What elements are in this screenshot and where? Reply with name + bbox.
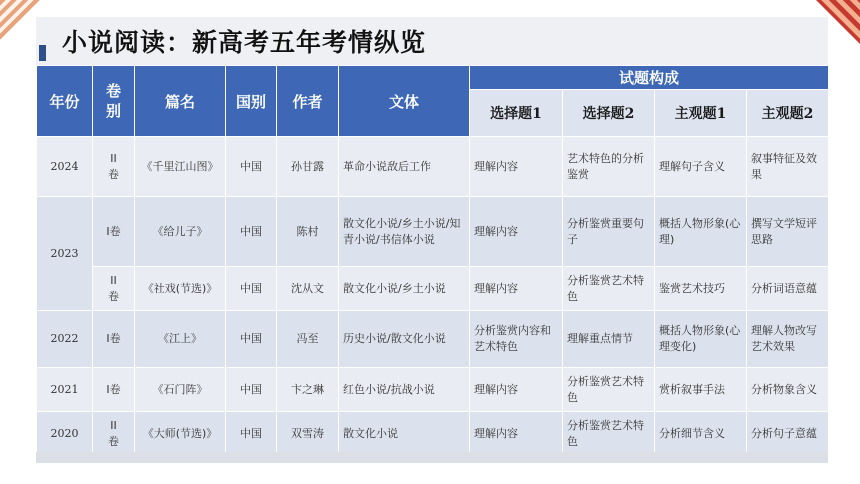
- cell-choice-2: 分析鉴赏艺术特色: [563, 412, 655, 457]
- cell-choice-1: 理解内容: [470, 412, 563, 457]
- header-volume: 卷别: [93, 66, 135, 137]
- cell-piece: 《大师(节选)》: [135, 412, 226, 457]
- cell-year: 2023: [37, 197, 93, 311]
- cell-country: 中国: [226, 412, 277, 457]
- panel-footer-strip: [36, 452, 828, 463]
- cell-piece: 《江上》: [135, 311, 226, 368]
- cell-piece: 《社戏(节选)》: [135, 267, 226, 311]
- cell-volume: I卷: [93, 197, 135, 267]
- table-row: [37, 137, 829, 197]
- cell-country: 中国: [226, 368, 277, 412]
- cell-genre: 革命小说敌后工作: [339, 137, 470, 197]
- cell-subjective-2: 撰写文学短评思路: [747, 197, 829, 267]
- content-panel: [36, 17, 828, 463]
- cell-subjective-1: 概括人物形象(心理变化): [655, 311, 747, 368]
- cell-choice-2: 分析鉴赏艺术特色: [563, 368, 655, 412]
- header-choice-1: 选择题1: [470, 90, 563, 137]
- slide-title: 小说阅读：新高考五年考情纵览: [62, 28, 427, 57]
- title-accent-bar: [39, 45, 46, 61]
- header-subjective-2: 主观题2: [747, 90, 829, 137]
- cell-choice-1: 理解内容: [470, 267, 563, 311]
- table-row: [37, 412, 829, 457]
- exam-overview-table: [36, 65, 829, 457]
- cell-volume: II卷: [93, 137, 135, 197]
- cell-subjective-1: 赏析叙事手法: [655, 368, 747, 412]
- cell-subjective-1: 理解句子含义: [655, 137, 747, 197]
- cell-subjective-1: 分析细节含义: [655, 412, 747, 457]
- corner-decoration-left: [0, 0, 40, 40]
- cell-piece: 《给儿子》: [135, 197, 226, 267]
- cell-country: 中国: [226, 137, 277, 197]
- table-row: [37, 267, 829, 311]
- cell-author: 卞之琳: [277, 368, 339, 412]
- cell-volume: I卷: [93, 368, 135, 412]
- cell-choice-1: 分析鉴赏内容和艺术特色: [470, 311, 563, 368]
- cell-choice-2: 分析鉴赏重要句子: [563, 197, 655, 267]
- cell-genre: 散文化小说/乡土小说/知青小说/书信体小说: [339, 197, 470, 267]
- header-piece: 篇名: [135, 66, 226, 137]
- cell-subjective-1: 鉴赏艺术技巧: [655, 267, 747, 311]
- cell-subjective-2: 叙事特征及效果: [747, 137, 829, 197]
- cell-author: 陈村: [277, 197, 339, 267]
- cell-subjective-1: 概括人物形象(心理): [655, 197, 747, 267]
- header-genre: 文体: [339, 66, 470, 137]
- cell-volume: II卷: [93, 412, 135, 457]
- cell-choice-1: 理解内容: [470, 368, 563, 412]
- cell-subjective-2: 分析词语意蕴: [747, 267, 829, 311]
- table-row: [37, 197, 829, 267]
- header-choice-2: 选择题2: [563, 90, 655, 137]
- title-row: [36, 17, 828, 65]
- table-row: [37, 311, 829, 368]
- cell-subjective-2: 理解人物改写艺术效果: [747, 311, 829, 368]
- cell-year: 2021: [37, 368, 93, 412]
- cell-genre: 散文化小说/乡土小说: [339, 267, 470, 311]
- cell-volume: II卷: [93, 267, 135, 311]
- cell-year: 2022: [37, 311, 93, 368]
- cell-choice-2: 理解重点情节: [563, 311, 655, 368]
- cell-year: 2020: [37, 412, 93, 457]
- header-subjective-1: 主观题1: [655, 90, 747, 137]
- header-author: 作者: [277, 66, 339, 137]
- cell-piece: 《石门阵》: [135, 368, 226, 412]
- cell-subjective-2: 分析物象含义: [747, 368, 829, 412]
- cell-choice-1: 理解内容: [470, 137, 563, 197]
- cell-choice-1: 理解内容: [470, 197, 563, 267]
- cell-volume: I卷: [93, 311, 135, 368]
- header-question-group: 试题构成: [470, 66, 829, 90]
- table-row: [37, 368, 829, 412]
- cell-genre: 历史小说/散文化小说: [339, 311, 470, 368]
- header-country: 国别: [226, 66, 277, 137]
- cell-author: 双雪涛: [277, 412, 339, 457]
- cell-genre: 散文化小说: [339, 412, 470, 457]
- cell-author: 沈从文: [277, 267, 339, 311]
- header-year: 年份: [37, 66, 93, 137]
- cell-choice-2: 艺术特色的分析鉴赏: [563, 137, 655, 197]
- cell-choice-2: 分析鉴赏艺术特色: [563, 267, 655, 311]
- cell-author: 孙甘露: [277, 137, 339, 197]
- cell-country: 中国: [226, 311, 277, 368]
- cell-author: 冯至: [277, 311, 339, 368]
- cell-subjective-2: 分析句子意蕴: [747, 412, 829, 457]
- cell-country: 中国: [226, 197, 277, 267]
- cell-year: 2024: [37, 137, 93, 197]
- cell-genre: 红色小说/抗战小说: [339, 368, 470, 412]
- cell-piece: 《千里江山图》: [135, 137, 226, 197]
- cell-country: 中国: [226, 267, 277, 311]
